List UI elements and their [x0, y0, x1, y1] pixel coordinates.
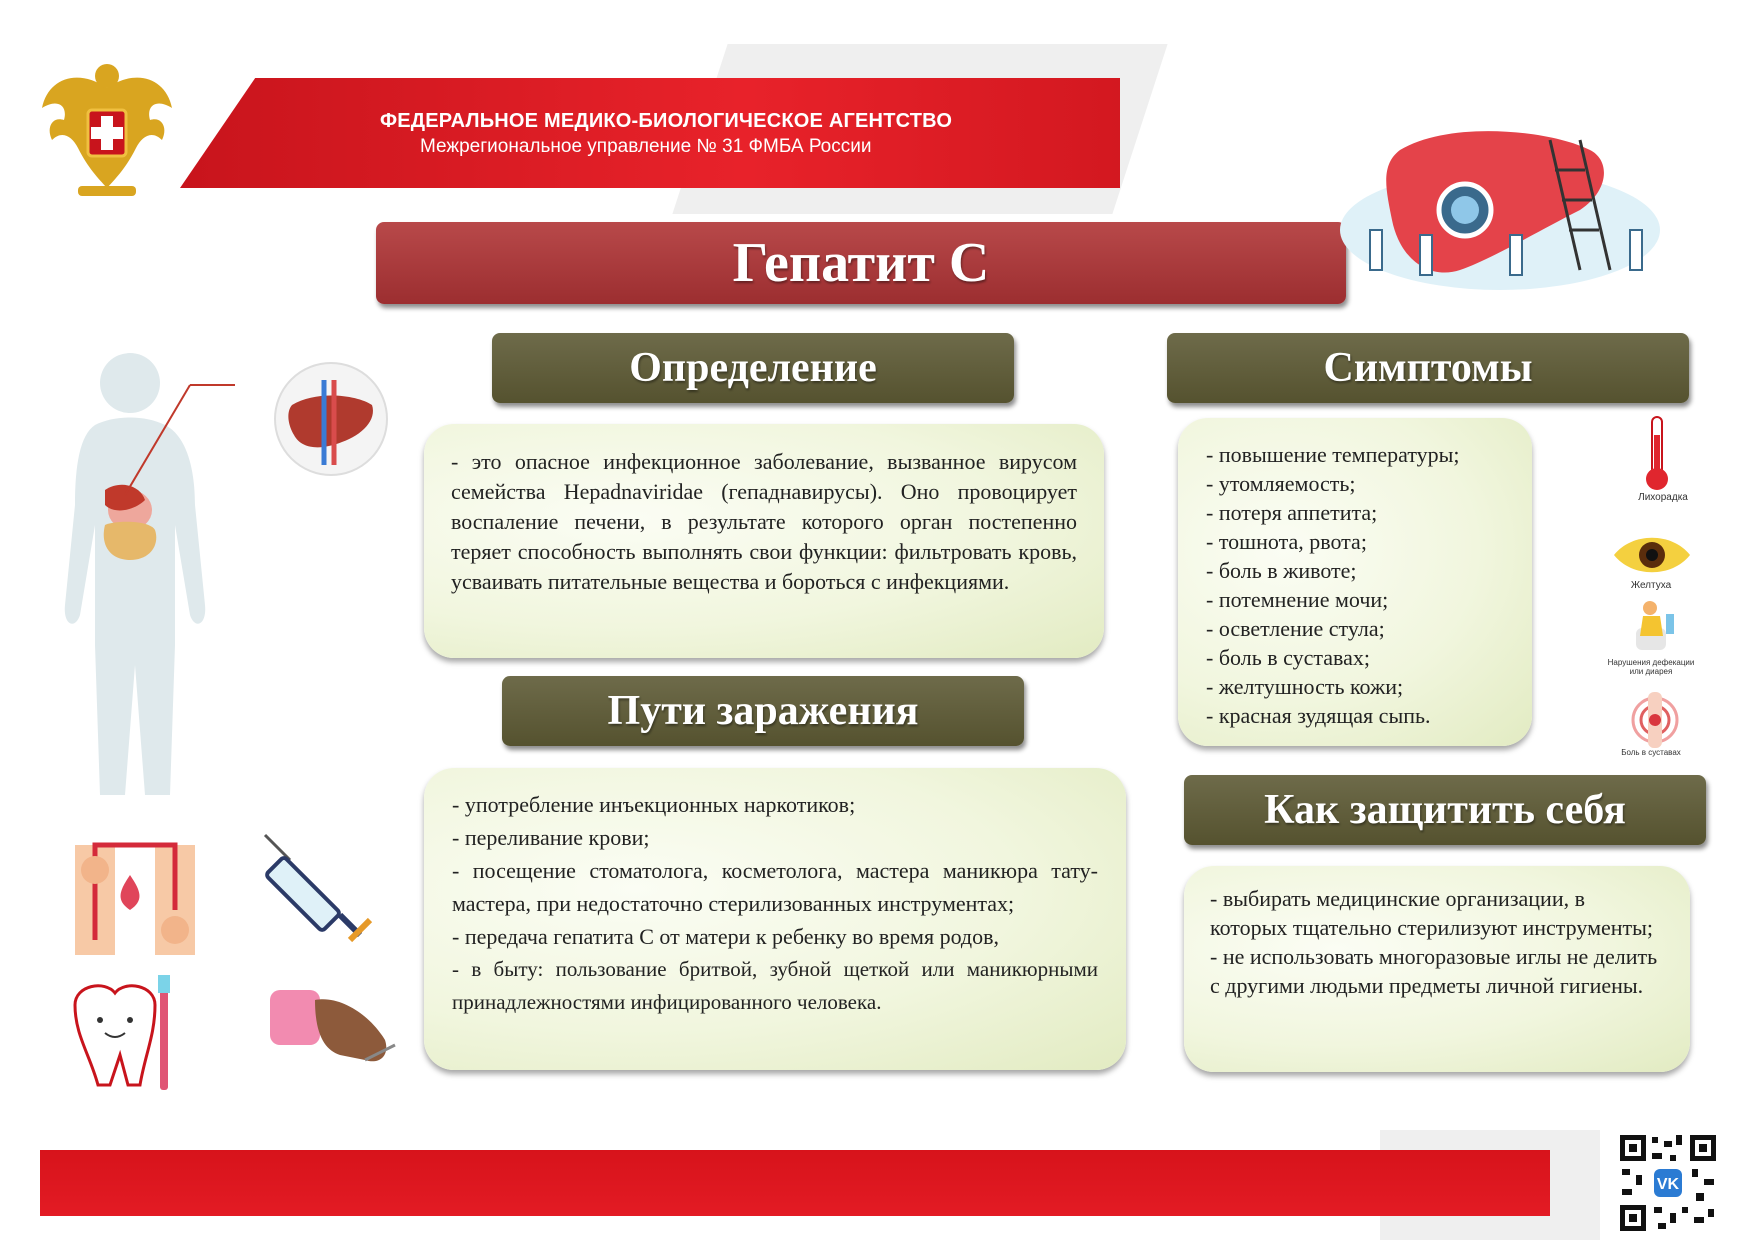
list-item: - употребление инъекционных наркотиков; [452, 792, 856, 817]
symptoms-card [1178, 418, 1532, 746]
toilet-icon [1628, 596, 1678, 656]
human-body-illustration [55, 345, 245, 805]
list-item: - потемнение мочи; [1206, 587, 1389, 612]
agency-name: ФЕДЕРАЛЬНОЕ МЕДИКО-БИОЛОГИЧЕСКОЕ АГЕНТСТВО [380, 110, 953, 132]
list-item: - боль в животе; [1206, 558, 1357, 583]
icon-label: Желтуха [1630, 580, 1672, 591]
list-item: - посещение стоматолога, косметолога, мастера маникюра тату-мастера, при недостаточно стерилизованных инструментах; [452, 858, 1098, 916]
list-item: - потеря аппетита; [1206, 500, 1378, 525]
liver-research-illustration [1340, 120, 1670, 300]
list-item: - передача гепатита С от матери к ребенку во время родов, [452, 924, 1000, 949]
icon-label: Нарушения дефекации или диарея [1607, 658, 1695, 676]
list-item: - тошнота, рвота; [1206, 529, 1367, 554]
tooth-icon [60, 975, 180, 1095]
list-item: - переливание крови; [452, 825, 650, 850]
syringe-icon [260, 830, 380, 950]
page-title: Гепатит С [376, 222, 1346, 304]
icon-label: Боль в суставах [1621, 748, 1681, 757]
department-name: Межрегиональное управление № 31 ФМБА России [420, 136, 872, 157]
protection-heading: Как защитить себя [1184, 775, 1706, 845]
list-item: - не использовать многоразовые иглы не делить с другими людьми предметы личной гигиены. [1210, 944, 1658, 998]
blood-transfusion-icon [65, 830, 200, 965]
joint-pain-icon [1630, 690, 1680, 750]
definition-heading: Определение [492, 333, 1014, 403]
liver-icon [272, 360, 390, 478]
header-banner [180, 78, 1120, 188]
manicure-icon [270, 985, 400, 1085]
icon-label: Лихорадка [1638, 492, 1688, 503]
thermometer-icon [1642, 415, 1672, 495]
definition-card [424, 424, 1104, 658]
transmission-card [424, 768, 1126, 1070]
transmission-heading: Пути заражения [502, 676, 1024, 746]
list-item: - осветление стула; [1206, 616, 1385, 641]
eye-icon [1612, 532, 1692, 578]
list-item: - в быту: пользование бритвой, зубной щеткой или маникюрными принадлежностями инфицированного человека. [452, 957, 1098, 1014]
list-item: - выбирать медицинские организации, в которых тщательно стерилизуют инструменты; [1210, 886, 1654, 940]
list-item: - утомляемость; [1206, 471, 1356, 496]
qr-code-icon[interactable] [1618, 1133, 1718, 1233]
emblem-icon [38, 58, 176, 206]
list-item: - повышение температуры; [1206, 442, 1460, 467]
list-item: - боль в суставах; [1206, 645, 1370, 670]
list-item: - желтушность кожи; [1206, 674, 1404, 699]
symptoms-heading: Симптомы [1167, 333, 1689, 403]
footer-banner [40, 1150, 1550, 1216]
svg-text:VK: VK [1656, 1176, 1680, 1193]
list-item: - красная зудящая сыпь. [1206, 703, 1431, 728]
definition-text: - это опасное инфекционное заболевание, вызванное вирусом семейства Hepadnaviridae (гепаднавирусы). Оно провоцирует воспаление печени, в результате которого орган постепенно теряет способность выполнять свои функции: фильтровать кровь, усваивать питательные вещества и бороться с инфекциями. [451, 449, 1077, 594]
protection-card [1184, 866, 1690, 1072]
